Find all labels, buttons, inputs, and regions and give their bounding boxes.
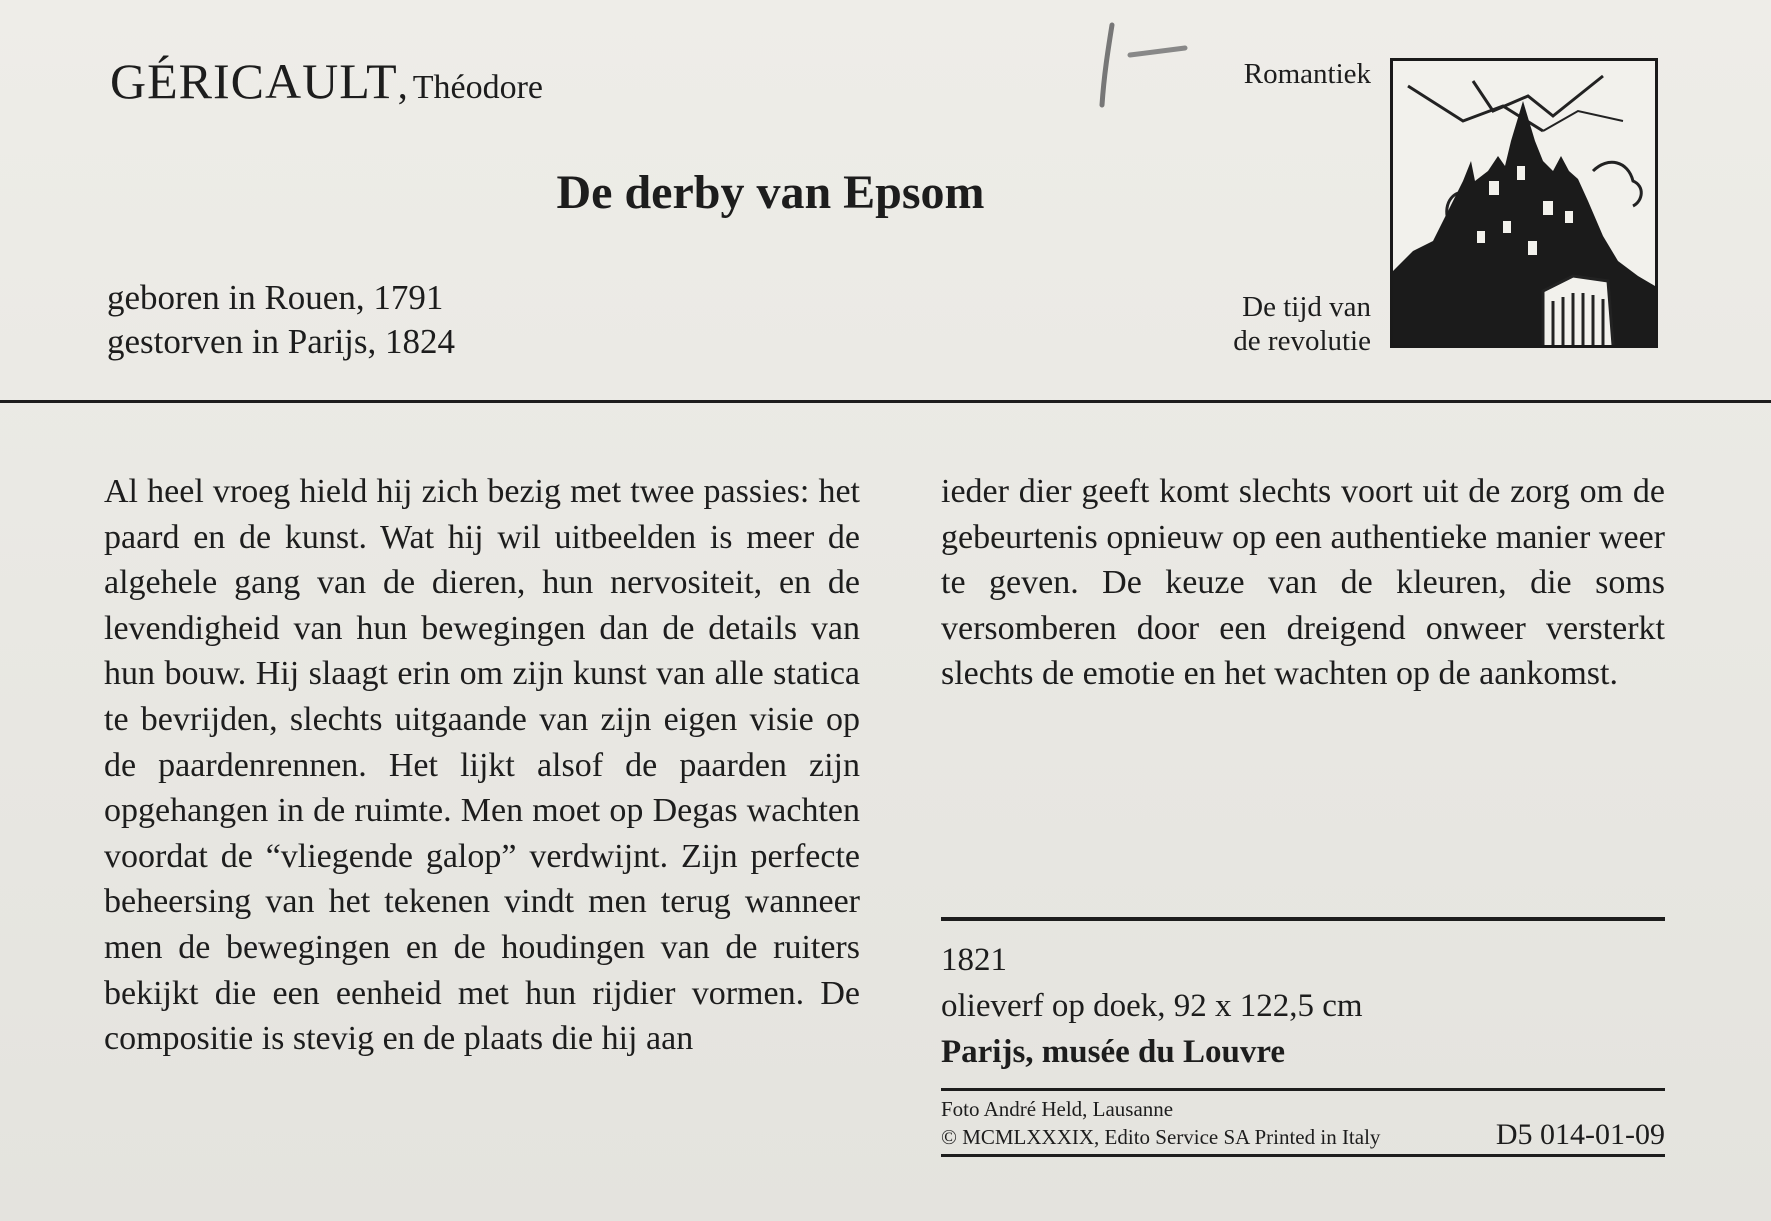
artwork-title: De derby van Epsom	[556, 166, 985, 219]
castle-icon	[1393, 61, 1655, 345]
body-text-left	[104, 469, 860, 1062]
artwork-medium: olieverf op doek, 92 x 122,5 cm	[941, 988, 1363, 1024]
artwork-meta	[941, 937, 1363, 1075]
era-label	[1233, 290, 1371, 358]
card-code: D5 014-01-09	[1495, 1118, 1665, 1151]
artist-given-name: Théodore	[412, 69, 543, 106]
credits	[941, 1097, 1665, 1150]
copyright-text: © MCMLXXXIX, Edito Service SA Printed in Italy	[941, 1125, 1381, 1149]
copyright-row	[941, 1118, 1665, 1151]
body-text-right	[941, 469, 1665, 697]
era-line-2: de revolutie	[1233, 325, 1371, 357]
meta-divider-top	[941, 917, 1665, 921]
meta-divider-bottom	[941, 1154, 1665, 1157]
artist-surname: GÉRICAULT	[110, 53, 398, 109]
artist-separator: ,	[397, 62, 409, 107]
period-label: Romantiek	[1243, 58, 1371, 90]
body-paragraph-right: ieder dier geeft komt slechts voort uit de zorg om de gebeurtenis opnieuw op een authentieke manier weer te geven. De keuze van de kleuren, die soms versomberen door een dreigend onweer versterkt slechts de emotie en het wachten op de aankomst.	[941, 473, 1665, 693]
pencil-mark-icon	[1090, 20, 1190, 110]
artwork-year: 1821	[941, 942, 1007, 978]
artist-name	[110, 52, 543, 110]
era-line-1: De tijd van	[1242, 291, 1371, 323]
body-paragraph-left: Al heel vroeg hield hij zich bezig met twee passies: het paard en de kunst. Wat hij wil uitbeelden is meer de algehele gang van de dieren, hun nervositeit, en de levendigheid van hun bewegingen dan de details van hun bouw. Hij slaagt erin om zijn kunst van alle statica te bevrijden, slechts uitgaande van zijn eigen visie op de paardenrennen. Het lijkt alsof de paarden zijn opgehangen in de ruimte. Men moet op Degas wachten voordat de “vliegende galop” verdwijnt. Zijn perfecte beheersing van het tekenen vindt men terug wanneer men de bewegingen en de houdingen van de ruiters bekijkt die een eenheid met hun rijdier vormen. De compositie is stevig en de plaats die hij aan	[104, 473, 860, 1058]
born-line: geboren in Rouen, 1791	[107, 278, 444, 317]
castle-emblem	[1390, 58, 1658, 348]
header-divider	[0, 400, 1771, 403]
photo-credit: Foto André Held, Lausanne	[941, 1097, 1174, 1121]
died-line: gestorven in Parijs, 1824	[107, 322, 456, 361]
artwork-location: Parijs, musée du Louvre	[941, 1034, 1286, 1070]
artist-bio	[107, 276, 455, 364]
meta-divider-middle	[941, 1088, 1665, 1091]
